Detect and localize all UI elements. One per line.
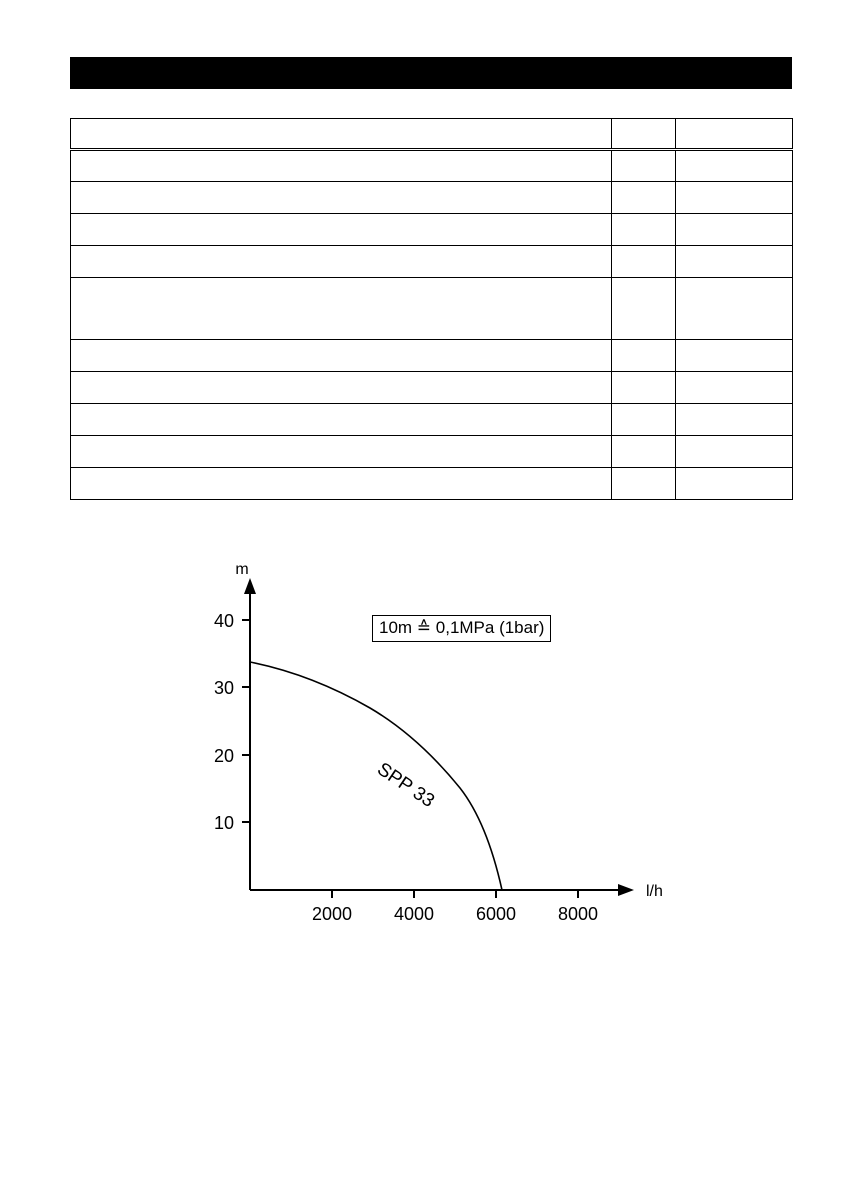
table-cell-value <box>676 436 793 468</box>
table-row <box>71 214 793 246</box>
x-axis <box>250 884 634 896</box>
table-cell-value <box>676 246 793 278</box>
table-cell-value <box>676 340 793 372</box>
specification-table <box>70 118 793 500</box>
table-cell-desc <box>71 404 612 436</box>
table-body <box>71 119 793 500</box>
table-cell-value <box>676 468 793 500</box>
table-cell-unit <box>612 246 676 278</box>
table-cell-unit <box>612 150 676 182</box>
table-cell-unit <box>612 436 676 468</box>
table-row <box>71 150 793 182</box>
table-cell-value <box>676 404 793 436</box>
table-row <box>71 340 793 372</box>
y-tick-label: 40 <box>213 611 234 631</box>
table-row <box>71 404 793 436</box>
table-cell-unit <box>612 214 676 246</box>
table-cell-value <box>676 214 793 246</box>
table-cell-unit <box>612 404 676 436</box>
table-cell-value <box>676 372 793 404</box>
y-tick-marks <box>242 620 250 822</box>
table-cell-value <box>676 182 793 214</box>
table-cell-value <box>676 119 793 150</box>
x-tick-label: 8000 <box>557 904 599 924</box>
pressure-note: 10m ≙ 0,1MPa (1bar) <box>372 615 551 642</box>
y-tick-label: 20 <box>213 746 234 766</box>
x-tick-label: 4000 <box>393 904 435 924</box>
table-cell-unit <box>612 182 676 214</box>
y-tick-label: 30 <box>213 678 234 698</box>
table-cell-desc <box>71 150 612 182</box>
y-axis-label: m <box>235 561 249 578</box>
table-header-row <box>71 119 793 150</box>
table-cell-desc <box>71 119 612 150</box>
table-cell-desc <box>71 340 612 372</box>
table-cell-unit <box>612 340 676 372</box>
table-row <box>71 468 793 500</box>
table-cell-desc <box>71 214 612 246</box>
table-cell-desc <box>71 246 612 278</box>
table-cell-desc <box>71 182 612 214</box>
x-tick-label: 2000 <box>311 904 353 924</box>
x-tick-label: 6000 <box>475 904 517 924</box>
table-cell-unit <box>612 119 676 150</box>
table-row <box>71 436 793 468</box>
curve-label-spp-33: SPP 33 <box>373 758 439 812</box>
table-cell-value <box>676 278 793 340</box>
performance-chart <box>180 560 700 940</box>
table-row <box>71 278 793 340</box>
table-cell-desc <box>71 372 612 404</box>
y-tick-label: 10 <box>213 813 234 833</box>
table-cell-desc <box>71 436 612 468</box>
table-cell-unit <box>612 278 676 340</box>
table-cell-desc <box>71 278 612 340</box>
table-cell-unit <box>612 468 676 500</box>
table-row <box>71 182 793 214</box>
table-cell-desc <box>71 468 612 500</box>
table-row <box>71 372 793 404</box>
table-cell-unit <box>612 372 676 404</box>
x-axis-label: l/h <box>646 883 663 900</box>
table-cell-value <box>676 150 793 182</box>
table-row <box>71 246 793 278</box>
header-bar <box>70 57 792 89</box>
x-tick-marks <box>332 890 578 898</box>
y-axis <box>244 578 256 890</box>
